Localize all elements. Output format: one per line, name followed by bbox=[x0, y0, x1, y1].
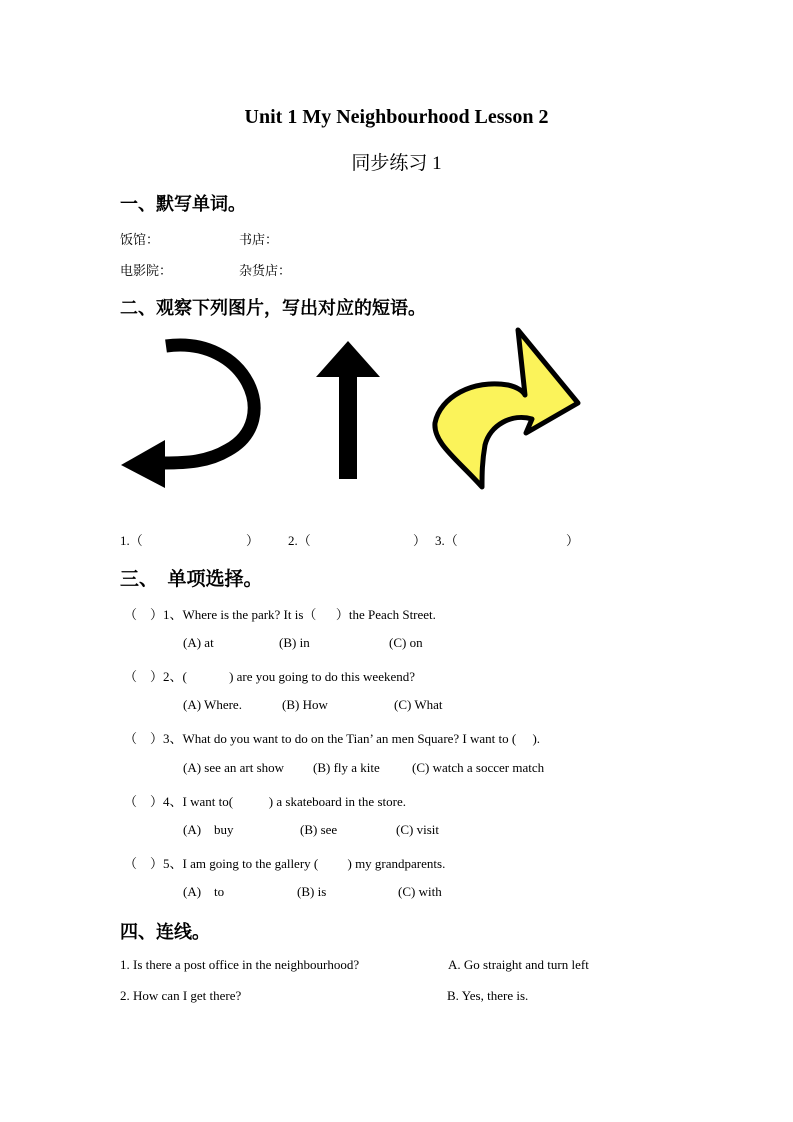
match-right-b: B. Yes, there is. bbox=[447, 988, 529, 1003]
vocab-bookstore: 书店： bbox=[239, 232, 279, 247]
question-5: （ ）5、I am going to the gallery ( ) my grandparents. bbox=[124, 856, 446, 871]
blank-2-close: ） bbox=[413, 533, 427, 548]
turn-right-arrow-icon bbox=[428, 325, 583, 495]
section3-heading: 三、 单项选择。 bbox=[120, 569, 263, 590]
match-right-a: A. Go straight and turn left bbox=[448, 957, 589, 972]
question-3: （ ）3、What do you want to do on the Tian’ an men Square? I want to ( ). bbox=[124, 731, 541, 746]
question-1: （ ）1、Where is the park? It is（ ）the Peach Street. bbox=[124, 607, 436, 622]
vocab-cinema: 电影院： bbox=[120, 263, 173, 278]
question-2: （ ）2、( ) are you going to do this weekend? bbox=[124, 669, 416, 684]
blank-2-open: 2.（ bbox=[288, 533, 311, 548]
q1-option-c: (C) on bbox=[389, 635, 423, 650]
blank-1-open: 1.（ bbox=[120, 533, 143, 548]
blank-3-open: 3.（ bbox=[435, 533, 458, 548]
q5-option-c: (C) with bbox=[398, 884, 442, 899]
page-subtitle: 同步练习 1 bbox=[351, 153, 442, 174]
straight-arrow-icon bbox=[312, 339, 384, 484]
question-4: （ ）4、I want to( ) a skateboard in the store. bbox=[124, 794, 406, 809]
section1-heading: 一、默写单词。 bbox=[120, 194, 246, 214]
page-title: Unit 1 My Neighbourhood Lesson 2 bbox=[244, 106, 549, 128]
section4-heading: 四、连线。 bbox=[120, 922, 210, 942]
q1-option-a: (A) at bbox=[183, 635, 214, 650]
match-left-2: 2. How can I get there? bbox=[120, 988, 242, 1003]
q3-option-b: (B) fly a kite bbox=[313, 760, 380, 775]
q2-option-a: (A) Where. bbox=[183, 697, 242, 712]
q2-option-b: (B) How bbox=[282, 697, 328, 712]
q3-option-c: (C) watch a soccer match bbox=[412, 760, 545, 775]
vocab-restaurant: 饭馆： bbox=[120, 232, 160, 247]
blank-1-close: ） bbox=[246, 533, 260, 548]
section2-heading: 二、观察下列图片，写出对应的短语。 bbox=[120, 298, 426, 318]
q3-option-a: (A) see an art show bbox=[183, 760, 285, 775]
u-turn-arrow-icon bbox=[118, 335, 268, 495]
match-left-1: 1. Is there a post office in the neighbourhood? bbox=[120, 957, 360, 972]
q4-option-b: (B) see bbox=[300, 822, 338, 837]
q2-option-c: (C) What bbox=[394, 697, 443, 712]
blank-3-close: ） bbox=[566, 533, 580, 548]
q5-option-a: (A) to bbox=[183, 884, 225, 899]
q4-option-c: (C) visit bbox=[396, 822, 439, 837]
q4-option-a: (A) buy bbox=[183, 822, 234, 837]
q1-option-b: (B) in bbox=[279, 635, 310, 650]
q5-option-b: (B) is bbox=[297, 884, 327, 899]
vocab-grocery: 杂货店： bbox=[239, 263, 292, 278]
